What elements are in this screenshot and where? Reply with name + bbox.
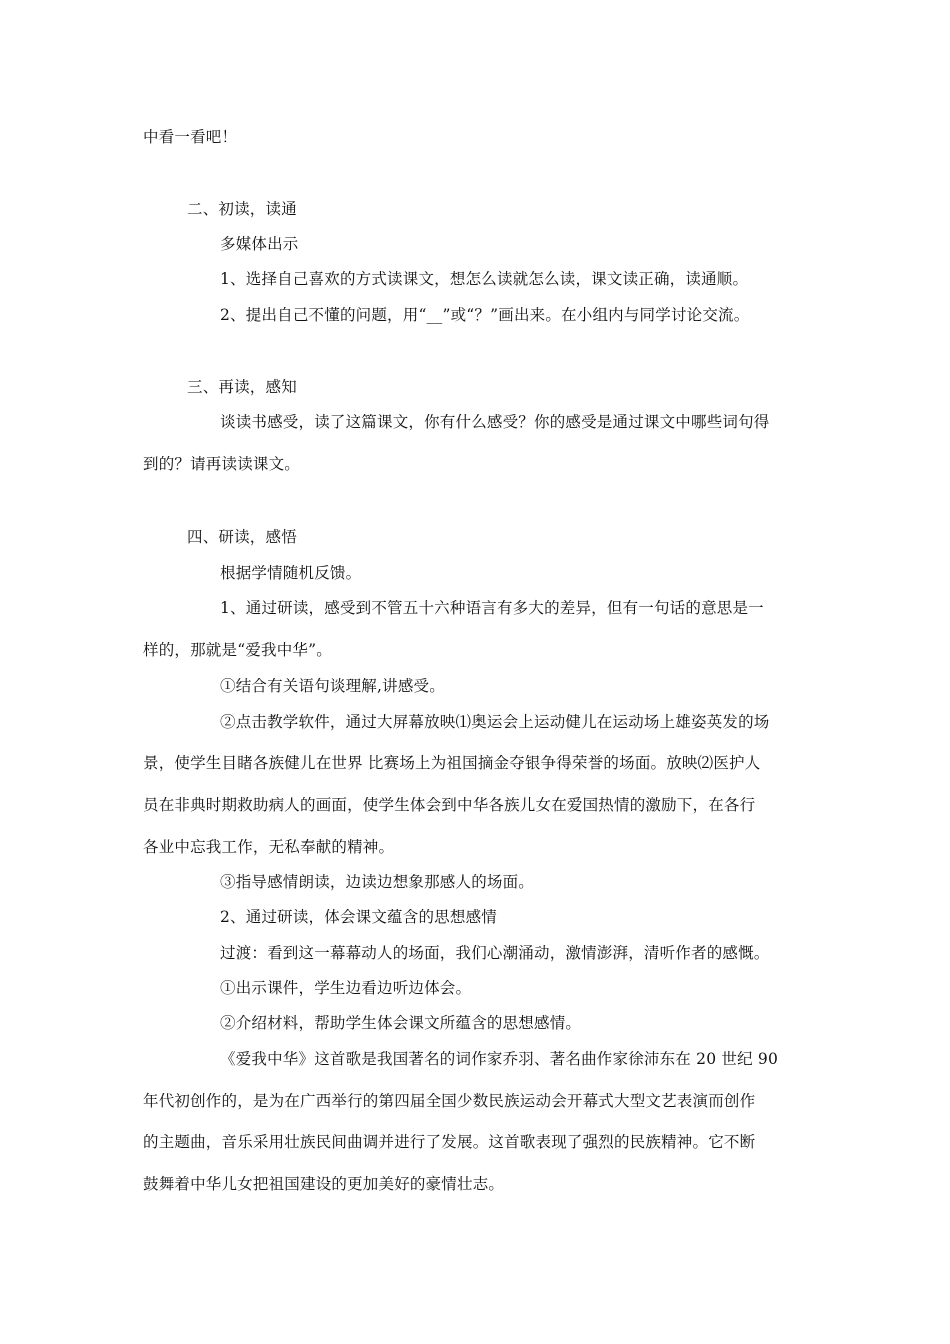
paragraph-line: 的主题曲，音乐采用壮族民间曲调并进行了发展。这首歌表现了强烈的民族精神。它不断 bbox=[143, 1133, 756, 1151]
paragraph-line: ②点击教学软件，通过大屏幕放映⑴奥运会上运动健儿在运动场上雄姿英发的场 bbox=[220, 713, 770, 731]
paragraph-line: 各业中忘我工作，无私奉献的精神。 bbox=[143, 838, 395, 856]
text-line: 过渡：看到这一幕幕动人的场面，我们心潮涌动，激情澎湃，清听作者的感慨。 bbox=[220, 944, 770, 962]
paragraph-line: 景，使学生目睹各族健儿在世界 比赛场上为祖国摘金夺银争得荣誉的场面。放映⑵医护人 bbox=[143, 754, 761, 772]
section-heading: 二、初读，读通 bbox=[187, 200, 297, 218]
list-item: 1、选择自己喜欢的方式读课文，想怎么读就怎么读，课文读正确，读通顺。 bbox=[220, 270, 749, 288]
list-item: ①出示课件，学生边看边听边体会。 bbox=[220, 979, 472, 997]
section-heading: 四、研读，感悟 bbox=[187, 528, 297, 546]
paragraph-line: 员在非典时期救助病人的画面，使学生体会到中华各族儿女在爱国热情的激励下，在各行 bbox=[143, 796, 756, 814]
section-heading: 三、再读，感知 bbox=[187, 378, 297, 396]
list-item: 2、提出自己不懂的问题，用“__”或“？”画出来。在小组内与同学讨论交流。 bbox=[220, 306, 750, 324]
text-line: 根据学情随机反馈。 bbox=[220, 564, 362, 582]
list-item: ②介绍材料，帮助学生体会课文所蕴含的思想感情。 bbox=[220, 1014, 582, 1032]
text-line: 中看一看吧！ bbox=[143, 128, 238, 146]
paragraph-line: 到的？请再读读课文。 bbox=[143, 455, 301, 473]
paragraph-line: 谈读书感受，读了这篇课文，你有什么感受？你的感受是通过课文中哪些词句得 bbox=[220, 413, 770, 431]
paragraph-line: 年代初创作的，是为在广西举行的第四届全国少数民族运动会开幕式大型文艺表演而创作 bbox=[143, 1092, 756, 1110]
paragraph-line: 样的，那就是“爱我中华”。 bbox=[143, 641, 332, 659]
list-item: ③指导感情朗读，边读边想象那感人的场面。 bbox=[220, 873, 535, 891]
paragraph-line: 1、通过研读，感受到不管五十六种语言有多大的差异，但有一句话的意思是一 bbox=[220, 599, 764, 617]
list-item: 2、通过研读，体会课文蕴含的思想感情 bbox=[220, 908, 497, 926]
paragraph-line: 《爱我中华》这首歌是我国著名的词作家乔羽、著名曲作家徐沛东在 20 世纪 90 bbox=[220, 1050, 779, 1068]
paragraph-line: 鼓舞着中华儿女把祖国建设的更加美好的豪情壮志。 bbox=[143, 1175, 505, 1193]
list-item: ①结合有关语句谈理解,讲感受。 bbox=[220, 677, 445, 695]
text-line: 多媒体出示 bbox=[220, 235, 299, 253]
